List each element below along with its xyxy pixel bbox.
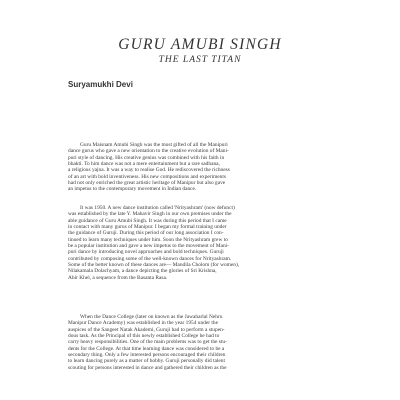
article-subtitle: THE LAST TITAN — [158, 55, 242, 65]
text-line: Nilakamala Dolachyam, a dance depicting the glories of Sri Krishna, — [68, 268, 217, 275]
text-line: able guidance of Guru Amubi Singh. It was during this period that I came — [68, 217, 227, 224]
text-line: contributed by composing some of the well-known dances for Nrityashram. — [68, 255, 232, 262]
paragraph-3 — [68, 314, 336, 371]
author-name: Suryamukhi Devi — [68, 80, 133, 89]
text-line: to learn dancing purely as a matter of hobby. Guruji personally did talent — [68, 358, 225, 365]
text-line: of an art with bold inventiveness. His new compositions and experiments — [68, 173, 226, 180]
text-line: scouting for persons interested in dance and gathered their children as the — [68, 364, 227, 371]
article-title: GURU AMUBI SINGH — [118, 36, 282, 53]
text-line: bhakti. To him dance was not a mere entertainment but a rare sadhana, — [68, 161, 220, 168]
text-line: dous task. As the Principal of this newly established College he had to — [68, 333, 220, 340]
text-line: was established by the late Y. Mahavir Singh in our own premises under the — [68, 211, 232, 218]
text-line: puri dance by introducing novel approaches and bold techniques. Guruji — [68, 249, 224, 256]
text-line: dents for the College. At that time learning dance was considered to be a — [68, 345, 225, 352]
text-line: had not only enriched the great artistic heritage of Manipur but also gave — [68, 180, 226, 187]
text-line: auspices of the Sangeet Natak Akademi, Guruji had to perform a stupen- — [68, 326, 225, 333]
paragraph-1 — [68, 142, 336, 193]
text-line: in contact with many gurus of Manipur. I began my formal training under — [68, 224, 227, 231]
text-line: secondary thing. Only a few interested persons encouraged their children — [68, 352, 226, 359]
text-line: When the Dance College (later on known as the Jawaharlal Nehru — [80, 314, 223, 320]
text-line: an impetus to the contemporary movement in Indian dance. — [68, 186, 197, 193]
text-line: Some of the better known of these dances are— Mandila Cholom (for women), — [68, 262, 240, 269]
text-line: puri style of dancing. His creative genius was combined with his faith in — [68, 154, 225, 161]
paragraph-2 — [68, 205, 336, 281]
text-line: the guidance of Guruji. During this period of our long association I con- — [68, 230, 224, 237]
text-line: be a popular institution and gave a new impetus to the movement of Mani- — [68, 243, 229, 250]
text-line: Abir Khel, a sequence from the Basanta Rasa. — [68, 274, 168, 281]
text-line: a religious yajna. It was a way to realise God. He rediscovered the richness — [68, 167, 230, 174]
text-line: carry heavy responsibilities. One of the main problems was to get the stu- — [68, 339, 227, 346]
text-line: tinued to learn many techniques under him. Soon the Nrityashram grew to — [68, 236, 228, 243]
text-line: Guru Maisnam Amubi Singh was the most gifted of all the Manipuri — [80, 142, 228, 148]
text-line: dance gurus who gave a new orientation to the creative evolution of Mani- — [68, 148, 229, 155]
text-line: It was 1950. A new dance institution called 'Nrityashram' (now defunct) — [80, 205, 235, 211]
text-line: Manipur Dance Academy) was established in the year 1954 under the — [68, 320, 218, 327]
